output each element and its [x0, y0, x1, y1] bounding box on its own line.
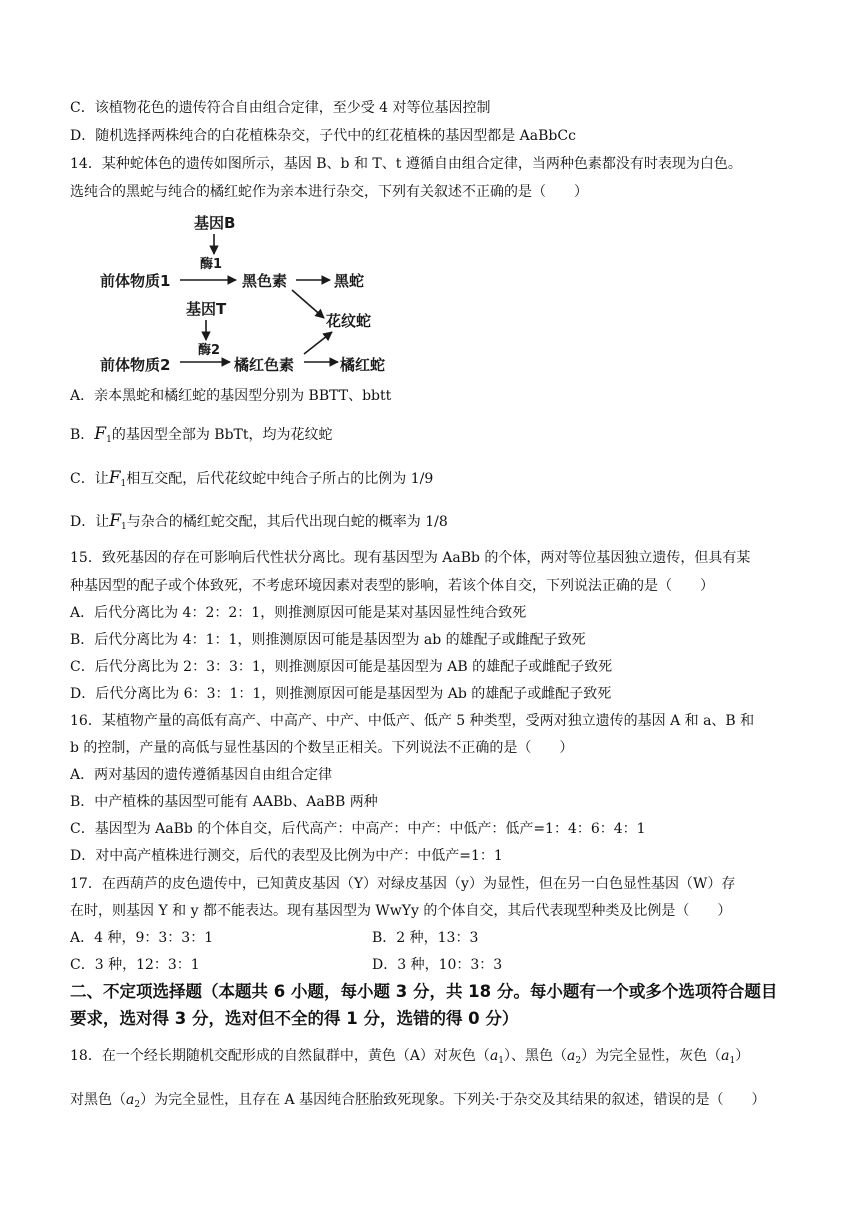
q15-option-d: D．后代分离比为 6：3：1：1，则推测原因可能是基因型为 Ab 的雄配子或雌配子致死 — [70, 686, 612, 702]
q13-option-c: C．该植物花色的遗传符合自由组合定律，至少受 4 对等位基因控制 — [70, 100, 491, 116]
q14-option-d: D．让$F_1$与杂合的橘红蛇交配，其后代出现白蛇的概率为 1/8 — [70, 511, 448, 532]
black-snake-label: 黑蛇 — [334, 272, 365, 290]
q15-option-b: B．后代分离比为 4：1：1，则推测原因可能是基因型为 ab 的雄配子或雌配子致死 — [70, 632, 586, 648]
pattern-snake-label: 花纹蛇 — [326, 312, 372, 330]
q15-stem-line1: 15．致死基因的存在可影响后代性状分离比。现有基因型为 AaBb 的个体，两对等位基因独立遗传，但具有某 — [70, 550, 751, 566]
q13-option-d: D．随机选择两株纯合的白花植株杂交，子代中的红花植株的基因型都是 AaBbCc — [70, 128, 576, 144]
q17-option-d: D．3 种，10：3：3 — [372, 957, 503, 973]
q17-option-b: B．2 种，13：3 — [372, 930, 479, 946]
enzyme2-label: 酶2 — [198, 343, 221, 358]
q14-option-c: C．让$F_1$相互交配，后代花纹蛇中纯合子所占的比例为 1/9 — [70, 468, 434, 489]
orange-to-pattern-arrow — [304, 332, 332, 354]
q18-stem-line2: 对黑色$(a_2)$为完全显性，且存在 A 基因纯合胚胎致死现象。下列关·于杂交及其结果的叙述，错误的是（ ） — [70, 1092, 766, 1110]
precursor1-label: 前体物质1 — [100, 272, 171, 290]
q14-option-a: A．亲本黑蛇和橘红蛇的基因型分别为 BBTT、bbtt — [70, 388, 392, 404]
section2-heading-line1: 二、不定项选择题（本题共 6 小题，每小题 3 分，共 18 分。每小题有一个或多个选项符合题目 — [70, 982, 778, 1001]
black-to-pattern-arrow — [292, 290, 324, 318]
q16-option-d: D．对中高产植株进行测交，后代的表型及比例为中产：中低产=1：1 — [70, 848, 503, 864]
q16-option-c: C．基因型为 AaBb 的个体自交，后代高产：中高产：中产：中低产：低产=1：4：6：4：1 — [70, 821, 646, 837]
enzyme1-label: 酶1 — [200, 257, 223, 272]
q14-stem-line1: 14．某种蛇体色的遗传如图所示，基因 B、b 和 T、t 遵循自由组合定律，当两种色素都没有时表现为白色。 — [70, 156, 742, 172]
q16-option-b: B．中产植株的基因型可能有 AABb、AaBB 两种 — [70, 794, 378, 810]
q14-stem-line2: 选纯合的黑蛇与纯合的橘红蛇作为亲本进行杂交，下列有关叙述不正确的是（ ） — [70, 184, 588, 200]
q17-stem-line1: 17．在西葫芦的皮色遗传中，已知黄皮基因（Y）对绿皮基因（y）为显性，但在另一白色显性基因（W）存 — [70, 876, 736, 892]
orange-pigment-label: 橘红色素 — [234, 356, 295, 374]
q17-stem-line2: 在时，则基因 Y 和 y 都不能表达。现有基因型为 WwYy 的个体自交，其后代表现型种类及比例是（ ） — [70, 903, 732, 919]
q16-option-a: A．两对基因的遗传遵循基因自由组合定律 — [70, 767, 333, 783]
q16-stem-line1: 16．某植物产量的高低有高产、中高产、中产、中低产、低产 5 种类型，受两对独立遗传的基因 A 和 a、B 和 — [70, 713, 755, 729]
q15-option-a: A．后代分离比为 4：2：2：1，则推测原因可能是某对基因显性纯合致死 — [70, 605, 527, 621]
q17-option-a: A．4 种，9：3：3：1 — [70, 930, 214, 946]
snake-color-pathway-diagram — [96, 210, 416, 382]
gene-b-label: 基因B — [194, 214, 236, 232]
q14-option-b: B．$F_1$的基因型全部为 BbTt，均为花纹蛇 — [70, 424, 333, 445]
q17-option-c: C．3 种，12：3：1 — [70, 957, 200, 973]
gene-t-label: 基因T — [186, 300, 227, 318]
q16-stem-line2: b 的控制，产量的高低与显性基因的个数呈正相关。下列说法不正确的是（ ） — [70, 740, 574, 756]
section2-heading-line2: 要求，选对得 3 分，选对但不全的得 1 分，选错的得 0 分） — [70, 1009, 519, 1028]
q15-option-c: C．后代分离比为 2：3：3：1，则推测原因可能是基因型为 AB 的雄配子或雌配子致死 — [70, 659, 613, 675]
precursor2-label: 前体物质2 — [100, 356, 171, 374]
q15-stem-line2: 种基因型的配子或个体致死，不考虑环境因素对表型的影响，若该个体自交，下列说法正确的是（ ） — [70, 578, 714, 594]
q18-stem-line1: 18．在一个经长期随机交配形成的自然鼠群中，黄色（A）对灰色$(a_1)$、黑色$(a_2)$为完全显性，灰色$(a_1)$ — [70, 1048, 750, 1066]
black-pigment-label: 黑色素 — [242, 272, 288, 290]
orange-snake-label: 橘红蛇 — [340, 356, 386, 374]
